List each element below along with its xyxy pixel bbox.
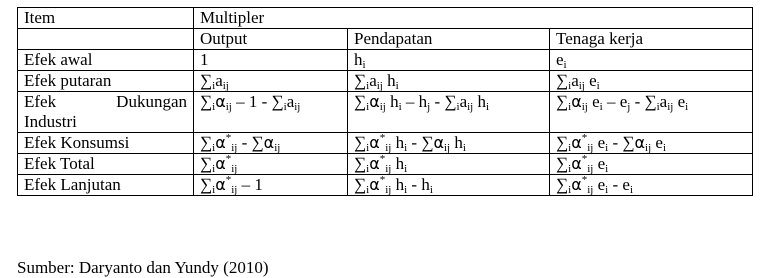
formula-subscript: ij bbox=[385, 163, 392, 175]
formula-text: ∑ bbox=[200, 92, 213, 111]
formula-text: a bbox=[571, 71, 579, 90]
formula-text: a bbox=[659, 92, 668, 111]
alpha-symbol: α bbox=[215, 175, 226, 194]
row-label-line: Industri bbox=[24, 112, 77, 131]
row-label-line: Efek Dukungan bbox=[24, 92, 187, 111]
formula-subscript: ij bbox=[587, 184, 594, 196]
formula-subscript: i bbox=[366, 163, 370, 175]
formula-subscript: i bbox=[629, 184, 633, 196]
formula-cell bbox=[348, 154, 550, 175]
formula-text: – e bbox=[602, 92, 628, 111]
formula-superscript: * bbox=[581, 132, 588, 144]
alpha-symbol: α bbox=[571, 175, 582, 194]
formula-text: ∑ bbox=[354, 71, 367, 90]
formula-cell bbox=[550, 133, 753, 154]
formula-text: ∑ bbox=[200, 133, 213, 152]
alpha-symbol: α bbox=[571, 133, 582, 152]
formula-text: – 1 - ∑ bbox=[231, 92, 284, 111]
row-label: Efek putaran bbox=[18, 71, 194, 92]
formula-superscript: * bbox=[379, 132, 386, 144]
formula-subscript: ij bbox=[444, 142, 451, 154]
formula-text: h bbox=[391, 154, 405, 173]
formula-text: ∑ bbox=[200, 154, 213, 173]
formula-text: – 1 bbox=[237, 175, 263, 194]
formula-superscript: * bbox=[379, 174, 386, 186]
formula-subscript: ij bbox=[581, 101, 588, 113]
formula-subscript: i bbox=[568, 184, 572, 196]
formula-subscript: i bbox=[456, 101, 460, 113]
formula-text: ∑ bbox=[354, 133, 367, 152]
formula-cell bbox=[194, 50, 348, 71]
formula-text: e bbox=[587, 92, 600, 111]
formula-cell bbox=[194, 71, 348, 92]
formula-text: - e bbox=[608, 175, 630, 194]
formula-subscript: i bbox=[283, 101, 287, 113]
formula-cell bbox=[194, 92, 348, 133]
formula-superscript: * bbox=[581, 153, 588, 165]
formula-subscript: i bbox=[212, 80, 216, 92]
subheader-row bbox=[18, 29, 753, 50]
formula-subscript: i bbox=[568, 163, 572, 175]
formula-subscript: i bbox=[398, 101, 402, 113]
formula-subscript: i bbox=[605, 163, 609, 175]
row-label-multiline bbox=[18, 92, 194, 133]
header-item: Item bbox=[18, 8, 194, 29]
row-label: Efek awal bbox=[18, 50, 194, 71]
formula-cell bbox=[194, 175, 348, 196]
formula-text: e bbox=[593, 154, 606, 173]
formula-subscript: ij bbox=[587, 163, 594, 175]
formula-subscript: i bbox=[366, 184, 370, 196]
formula-cell bbox=[194, 154, 348, 175]
formula-subscript: i bbox=[429, 184, 433, 196]
alpha-symbol: α bbox=[215, 92, 226, 111]
alpha-symbol: α bbox=[369, 154, 380, 173]
formula-subscript: j bbox=[627, 101, 631, 113]
table-body bbox=[18, 8, 753, 196]
formula-text: h bbox=[385, 92, 399, 111]
formula-subscript: ij bbox=[385, 142, 392, 154]
subheader-empty bbox=[18, 29, 194, 50]
formula-text: ∑ bbox=[556, 154, 569, 173]
formula-subscript: i bbox=[599, 101, 603, 113]
table-row bbox=[18, 92, 753, 133]
formula-text: e bbox=[593, 133, 606, 152]
formula-text: ∑ bbox=[556, 133, 569, 152]
formula-text: a bbox=[286, 92, 295, 111]
table-row bbox=[18, 175, 753, 196]
formula-cell bbox=[550, 175, 753, 196]
formula-subscript: ij bbox=[385, 184, 392, 196]
formula-cell bbox=[550, 71, 753, 92]
formula-text: - ∑ bbox=[430, 92, 457, 111]
formula-subscript: i bbox=[605, 142, 609, 154]
formula-text: ∑ bbox=[354, 154, 367, 173]
formula-superscript: * bbox=[581, 174, 588, 186]
formula-subscript: i bbox=[404, 163, 408, 175]
header-output: Output bbox=[194, 29, 348, 50]
formula-subscript: i bbox=[568, 101, 572, 113]
alpha-symbol: α bbox=[369, 175, 380, 194]
formula-text: 1 bbox=[200, 50, 209, 69]
formula-subscript: ij bbox=[645, 142, 652, 154]
header-row bbox=[18, 8, 753, 29]
formula-text: - ∑ bbox=[630, 92, 657, 111]
formula-subscript: ij bbox=[587, 142, 594, 154]
formula-subscript: ij bbox=[225, 101, 232, 113]
formula-subscript: i bbox=[568, 142, 572, 154]
alpha-symbol: α bbox=[263, 133, 275, 152]
formula-text: - ∑ bbox=[608, 133, 635, 152]
formula-subscript: ij bbox=[274, 142, 281, 154]
alpha-symbol: α bbox=[215, 133, 226, 152]
formula-text: h bbox=[354, 50, 363, 69]
formula-subscript: i bbox=[605, 184, 609, 196]
formula-subscript: i bbox=[563, 59, 567, 71]
alpha-symbol: α bbox=[369, 133, 380, 152]
formula-subscript: ij bbox=[231, 142, 238, 154]
alpha-symbol: α bbox=[433, 133, 444, 152]
formula-subscript: i bbox=[685, 101, 689, 113]
formula-subscript: ij bbox=[379, 101, 386, 113]
formula-cell bbox=[348, 175, 550, 196]
formula-subscript: i bbox=[366, 80, 370, 92]
formula-subscript: ij bbox=[467, 101, 474, 113]
row-label: Efek Lanjutan bbox=[18, 175, 194, 196]
formula-text: - h bbox=[407, 175, 430, 194]
formula-cell bbox=[550, 154, 753, 175]
formula-subscript: ij bbox=[231, 184, 238, 196]
formula-superscript: * bbox=[225, 132, 232, 144]
formula-cell bbox=[348, 92, 550, 133]
formula-text: e bbox=[593, 175, 606, 194]
formula-text: h bbox=[391, 175, 405, 194]
formula-subscript: i bbox=[212, 184, 216, 196]
formula-subscript: ij bbox=[667, 101, 674, 113]
formula-subscript: i bbox=[462, 142, 466, 154]
formula-subscript: i bbox=[366, 142, 370, 154]
table-row bbox=[18, 154, 753, 175]
row-label: Efek Konsumsi bbox=[18, 133, 194, 154]
table-row bbox=[18, 71, 753, 92]
formula-text: e bbox=[556, 50, 564, 69]
formula-subscript: i bbox=[212, 101, 216, 113]
formula-text: ∑ bbox=[354, 175, 367, 194]
formula-text: h bbox=[473, 92, 486, 111]
formula-text: ∑ bbox=[354, 92, 367, 111]
formula-text: h bbox=[391, 133, 405, 152]
multiplier-table bbox=[17, 7, 753, 196]
header-tenaga-kerja: Tenaga kerja bbox=[550, 29, 753, 50]
formula-subscript: ij bbox=[376, 80, 383, 92]
formula-subscript: i bbox=[395, 80, 399, 92]
table-row bbox=[18, 133, 753, 154]
formula-superscript: * bbox=[225, 174, 232, 186]
formula-subscript: i bbox=[596, 80, 600, 92]
table-row bbox=[18, 50, 753, 71]
formula-subscript: j bbox=[427, 101, 431, 113]
formula-text: ∑ bbox=[556, 92, 569, 111]
formula-text: - ∑ bbox=[407, 133, 434, 152]
formula-superscript: * bbox=[225, 153, 232, 165]
formula-subscript: i bbox=[366, 101, 370, 113]
formula-text: ∑ bbox=[200, 175, 213, 194]
row-label: Efek Total bbox=[18, 154, 194, 175]
formula-text: h bbox=[382, 71, 396, 90]
alpha-symbol: α bbox=[571, 154, 582, 173]
alpha-symbol: α bbox=[634, 133, 646, 152]
alpha-symbol: α bbox=[369, 92, 380, 111]
formula-text: a bbox=[459, 92, 468, 111]
formula-text: e bbox=[651, 133, 663, 152]
formula-cell bbox=[348, 50, 550, 71]
formula-text: e bbox=[584, 71, 597, 90]
formula-cell bbox=[194, 133, 348, 154]
formula-cell bbox=[348, 71, 550, 92]
formula-cell bbox=[550, 92, 753, 133]
formula-subscript: i bbox=[362, 59, 366, 71]
formula-cell bbox=[550, 50, 753, 71]
formula-text: a bbox=[369, 71, 377, 90]
formula-subscript: ij bbox=[222, 80, 229, 92]
formula-text: ∑ bbox=[200, 71, 213, 90]
formula-subscript: ij bbox=[231, 163, 238, 175]
formula-subscript: i bbox=[486, 101, 490, 113]
formula-text: - ∑ bbox=[237, 133, 264, 152]
header-multiplier: Multipler bbox=[194, 8, 753, 29]
formula-subscript: i bbox=[212, 163, 216, 175]
formula-subscript: i bbox=[662, 142, 667, 154]
alpha-symbol: α bbox=[571, 92, 582, 111]
formula-subscript: i bbox=[212, 142, 216, 154]
formula-text: ∑ bbox=[556, 71, 569, 90]
source-caption: Sumber: Daryanto dan Yundy (2010) bbox=[17, 258, 269, 277]
formula-subscript: i bbox=[404, 184, 408, 196]
formula-text: ∑ bbox=[556, 175, 569, 194]
formula-superscript: * bbox=[379, 153, 386, 165]
formula-text: – h bbox=[401, 92, 428, 111]
formula-text: h bbox=[450, 133, 463, 152]
formula-subscript: i bbox=[404, 142, 408, 154]
header-pendapatan: Pendapatan bbox=[348, 29, 550, 50]
formula-subscript: i bbox=[656, 101, 660, 113]
formula-subscript: ij bbox=[578, 80, 585, 92]
formula-subscript: ij bbox=[294, 101, 301, 113]
formula-cell bbox=[348, 133, 550, 154]
formula-subscript: i bbox=[568, 80, 572, 92]
alpha-symbol: α bbox=[215, 154, 226, 173]
formula-text: e bbox=[673, 92, 686, 111]
formula-text: a bbox=[215, 71, 223, 90]
